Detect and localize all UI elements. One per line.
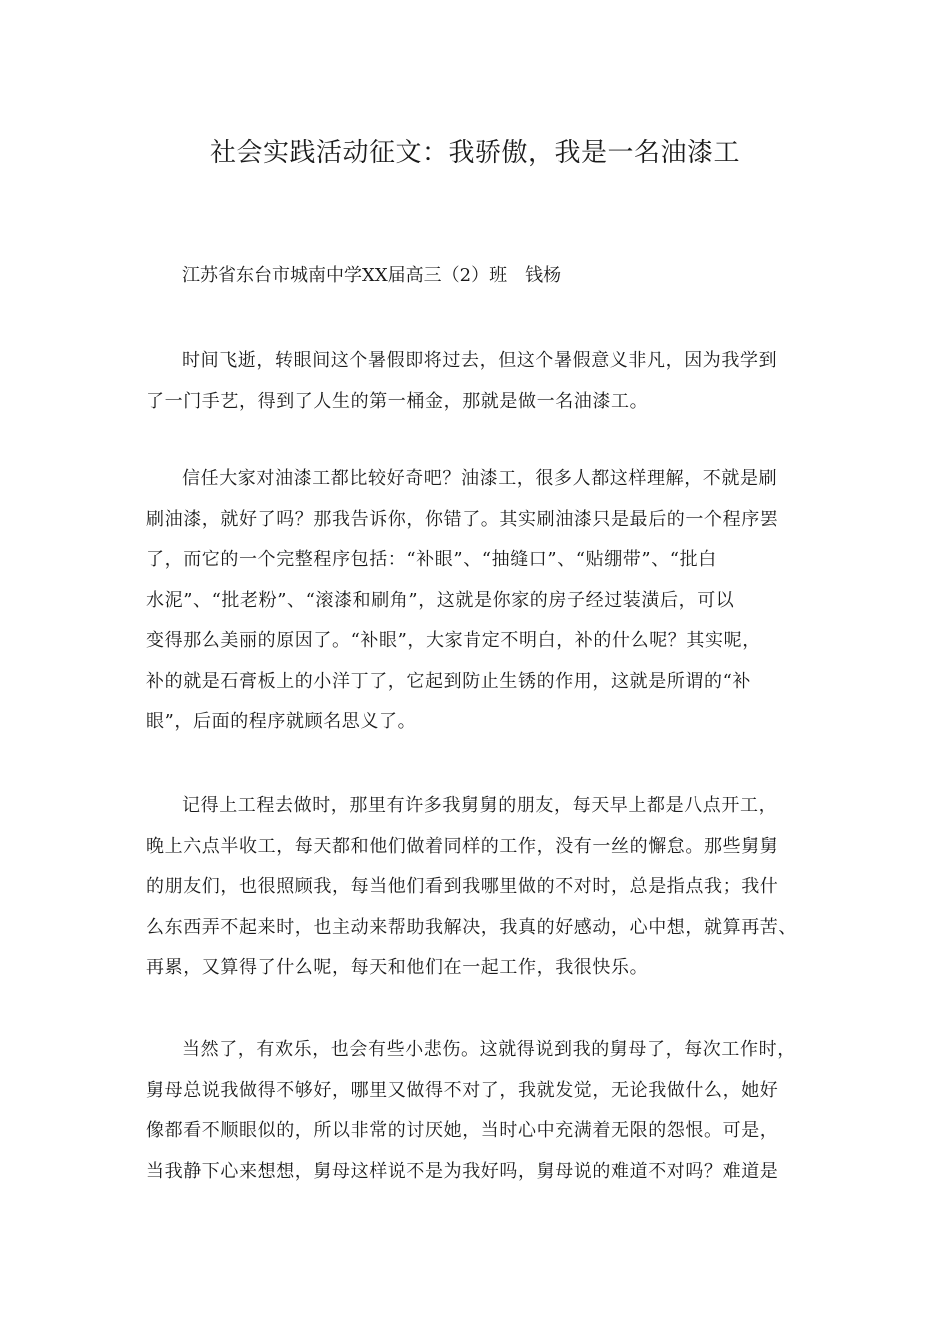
paragraph-line: 记得上工程去做时，那里有许多我舅舅的朋友，每天早上都是八点开工， [182, 795, 778, 816]
paragraph-text [146, 786, 810, 989]
paragraph-line: 舅母总说我做得不够好，哪里又做得不对了，我就发觉，无论我做什么，她好 [146, 1079, 779, 1101]
paragraph-line: 了，而它的一个完整程序包括：“补眼”、“抽缝口”、“贴绷带”、“批白 [146, 549, 717, 570]
paragraph-line: 么东西弄不起来时，也主动来帮助我解决，我真的好感动，心中想，就算再苦、 [146, 916, 797, 938]
paragraph-line: 刷油漆，就好了吗？那我告诉你，你错了。其实刷油漆只是最后的一个程序罢 [146, 508, 779, 530]
paragraph-text [146, 459, 810, 743]
paragraph-1 [146, 341, 810, 422]
paragraph-line: 像都看不顺眼似的，所以非常的讨厌她，当时心中充满着无限的怨恨。可是， [146, 1120, 779, 1141]
paragraph-line: 的朋友们，也很照顾我，每当他们看到我哪里做的不对时，总是指点我；我什 [146, 876, 779, 897]
paragraph-line: 了一门手艺，得到了人生的第一桶金，那就是做一名油漆工。 [146, 390, 649, 412]
paragraph-line: 信任大家对油漆工都比较好奇吧？油漆工，很多人都这样理解，不就是刷 [182, 468, 778, 489]
paragraph-line: 补的就是石膏板上的小洋丁了，它起到防止生锈的作用，这就是所谓的“补 [146, 670, 751, 692]
paragraph-line: 晚上六点半收工，每天都和他们做着同样的工作，没有一丝的懈怠。那些舅舅 [146, 835, 779, 857]
author-byline: 江苏省东台市城南中学XX届高三（2）班 钱杨 [182, 265, 562, 286]
paragraph-line: 眼”，后面的程序就顾名思义了。 [146, 711, 417, 732]
paragraph-line: 当然了，有欢乐，也会有些小悲伤。这就得说到我的舅母了，每次工作时， [182, 1039, 796, 1060]
paragraph-3 [146, 786, 810, 989]
paragraph-2 [146, 459, 810, 743]
paragraph-text [146, 341, 810, 422]
paragraph-line: 变得那么美丽的原因了。“补眼”，大家肯定不明白，补的什么呢？其实呢， [146, 630, 761, 651]
paragraph-line: 再累，又算得了什么呢，每天和他们在一起工作，我很快乐。 [146, 957, 649, 978]
paragraph-line: 时间飞逝，转眼间这个暑假即将过去，但这个暑假意义非凡，因为我学到 [182, 350, 778, 371]
paragraph-line: 当我静下心来想想，舅母这样说不是为我好吗，舅母说的难道不对吗？难道是 [146, 1160, 779, 1182]
document-title: 社会实践活动征文：我骄傲，我是一名油漆工 [209, 138, 740, 168]
paragraph-line: 水泥”、“批老粉”、“滚漆和刷角”，这就是你家的房子经过装潢后，可以 [146, 589, 735, 611]
paragraph-4 [146, 1030, 810, 1192]
paragraph-text [146, 1030, 810, 1192]
